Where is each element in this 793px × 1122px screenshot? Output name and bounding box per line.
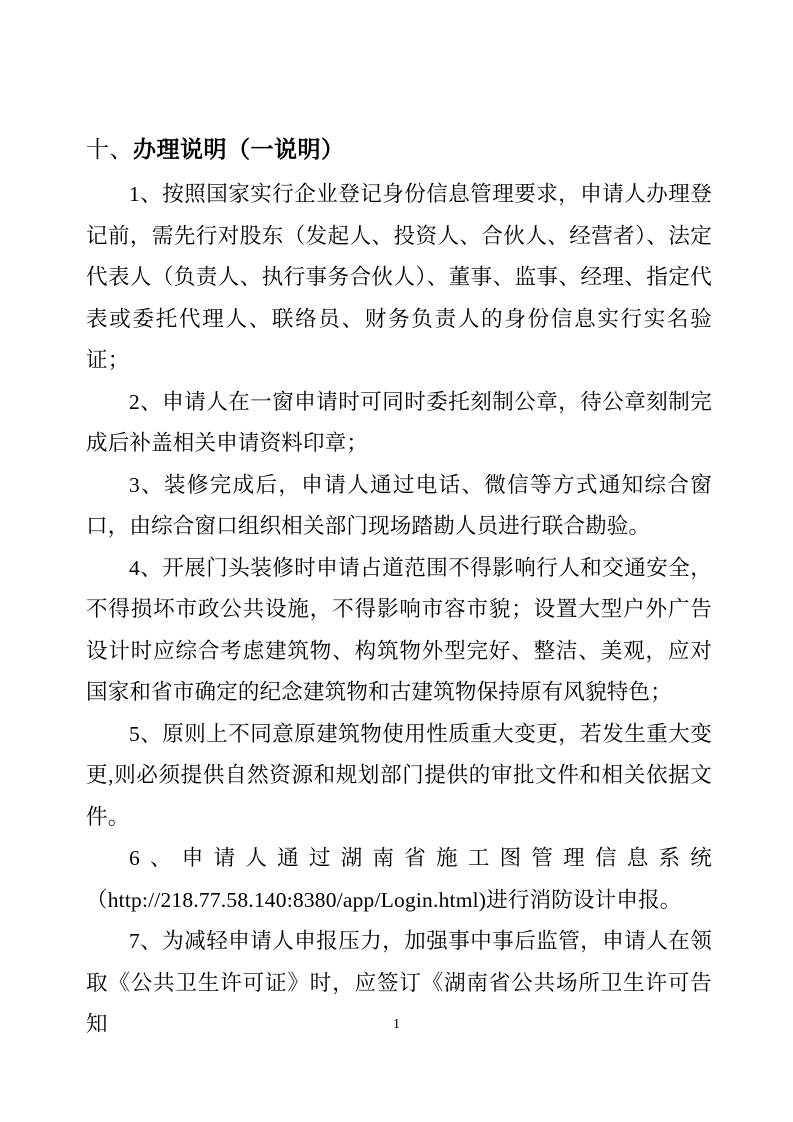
paragraph-5: 5、原则上不同意原建筑物使用性质重大变更，若发生重大变更,则必须提供自然资源和规划部门提供的审批文件和相关依据文件。	[86, 721, 712, 829]
section-heading	[86, 134, 712, 165]
paragraph-7: 7、为减轻申请人申报压力，加强事中事后监管，申请人在领取《公共卫生许可证》时，应签订《湖南省公共场所卫生许可告知	[86, 929, 712, 1036]
page-number: 1	[393, 1017, 400, 1032]
paragraph-3: 3、装修完成后，申请人通过电话、微信等方式通知综合窗口，由综合窗口组织相关部门现场踏勘人员进行联合勘验。	[86, 472, 712, 538]
paragraph-1: 1、按照国家实行企业登记身份信息管理要求，申请人办理登记前，需先行对股东（发起人、投资人、合伙人、经营者）、法定代表人（负责人、执行事务合伙人）、董事、监事、经理、指定代表或委托代理人、联络员、财务负责人的身份信息实行实名验证；	[86, 182, 712, 372]
paragraph-6: 6、申请人通过湖南省施工图管理信息系统（http://218.77.58.140:8380/app/Login.html)进行消防设计申报。	[86, 846, 712, 912]
paragraph-2: 2、申请人在一窗申请时可同时委托刻制公章，待公章刻制完成后补盖相关申请资料印章；	[86, 389, 712, 455]
heading-number: 十、	[86, 137, 133, 162]
heading-title: 办理说明（一说明）	[133, 136, 345, 162]
paragraph-4: 4、开展门头装修时申请占道范围不得影响行人和交通安全，不得损坏市政公共设施，不得影响市容市貌；设置大型户外广告设计时应综合考虑建筑物、构筑物外型完好、整洁、美观，应对国家和省市确定的纪念建筑物和古建筑物保持原有风貌特色；	[86, 555, 712, 704]
document-content	[86, 134, 712, 1046]
paragraph-list	[86, 174, 712, 1046]
